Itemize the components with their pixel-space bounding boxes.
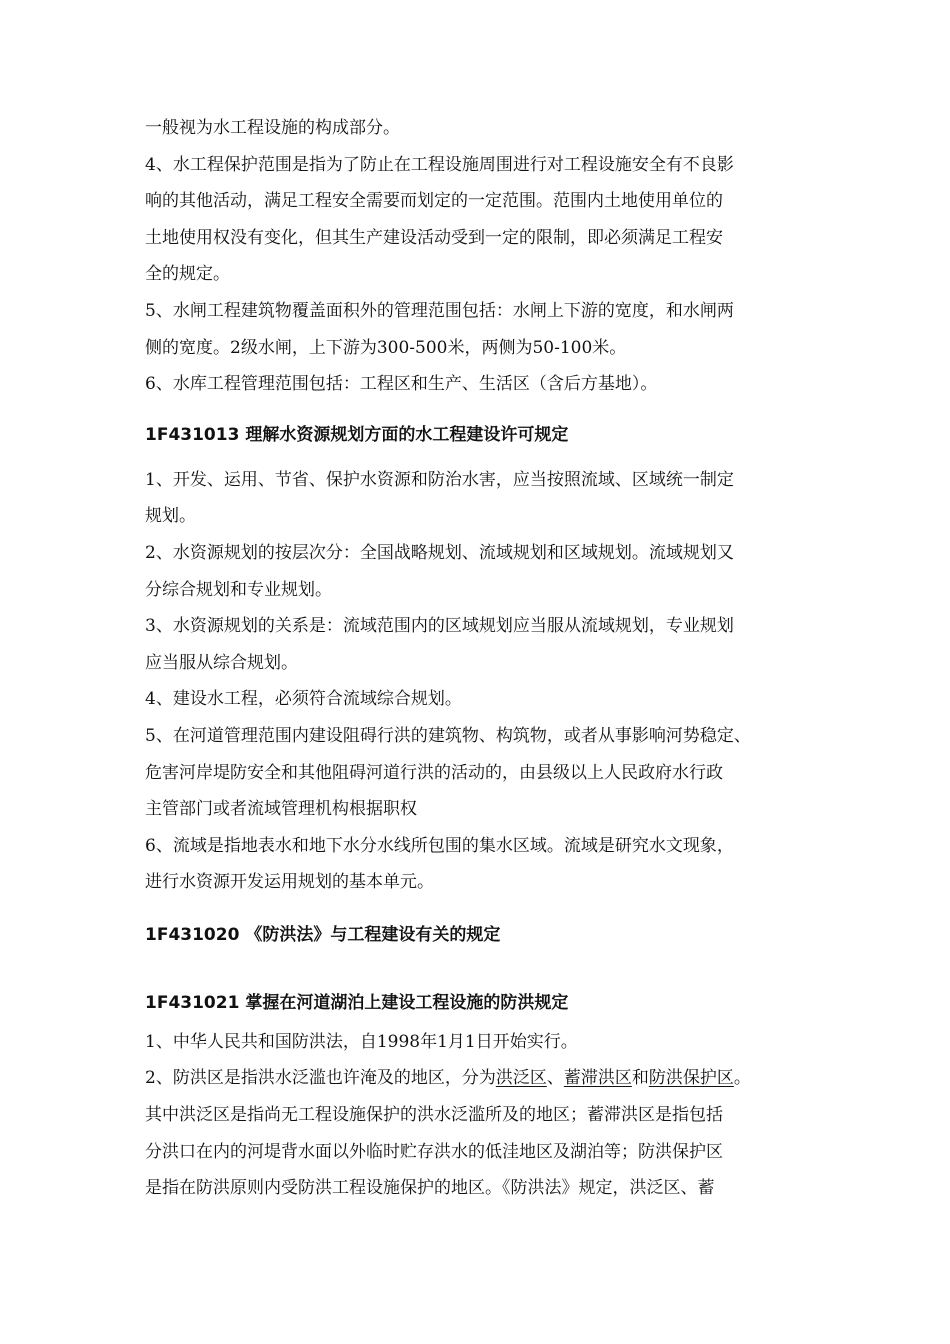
paragraph-line: 分综合规划和专业规划。 [145,579,332,600]
paragraph-line: 土地使用权没有变化，但其生产建设活动受到一定的限制，即必须满足工程安 [145,227,723,248]
paragraph-line: 全的规定。 [145,264,230,285]
term-flood-plain: 洪泛区 [495,1068,547,1089]
term-flood-storage-area: 蓄滞洪区 [563,1068,632,1089]
paragraph-line: 6、流域是指地表水和地下水分水线所包围的集水区域。流域是研究水文现象， [145,835,734,856]
paragraph-line: 6、水库工程管理范围包括：工程区和生产、生活区（含后方基地）。 [145,374,658,395]
paragraph-line: 其中洪泛区是指尚无工程设施保护的洪水泛滥所及的地区；蓄滞洪区是指包括 [145,1105,723,1126]
section-2 [145,462,815,901]
paragraph-line: 5、水闸工程建筑物覆盖面积外的管理范围包括：水闸上下游的宽度，和水闸两 [145,300,734,321]
paragraph-line: 响的其他活动，满足工程安全需要而划定的一定范围。范围内土地使用单位的 [145,191,723,212]
section-1 [145,110,815,403]
text-run: 、 [546,1068,564,1089]
paragraph-line: 规划。 [145,506,196,527]
section-heading: 1F431013 理解水资源规划方面的水工程建设许可规定 [145,424,569,445]
paragraph-line: 侧的宽度。2级水闸，上下游为300-500米，两侧为50-100米。 [145,337,627,358]
chapter-heading: 1F431020 《防洪法》与工程建设有关的规定 [145,924,501,945]
paragraph-line: 主管部门或者流域管理机构根据职权 [145,799,417,820]
paragraph-line-with-terms [145,1060,815,1097]
document-page [145,110,815,1207]
paragraph-line: 1、中华人民共和国防洪法，自1998年1月1日开始实行。 [145,1031,578,1052]
paragraph-line: 2、水资源规划的按层次分：全国战略规划、流域规划和区域规划。流域规划又 [145,542,734,563]
paragraph-line: 4、水工程保护范围是指为了防止在工程设施周围进行对工程设施安全有不良影 [145,154,734,175]
term-flood-protected-area: 防洪保护区 [648,1068,734,1089]
paragraph-line: 危害河岸堤防安全和其他阻碍河道行洪的活动的，由县级以上人民政府水行政 [145,762,723,783]
paragraph-line: 3、水资源规划的关系是：流域范围内的区域规划应当服从流域规划，专业规划 [145,616,734,637]
paragraph-line: 一般视为水工程设施的构成部分。 [145,118,400,138]
section-heading: 1F431021 掌握在河道湖泊上建设工程设施的防洪规定 [145,992,569,1013]
paragraph-line: 进行水资源开发运用规划的基本单元。 [145,872,434,893]
text-run: 。 [733,1068,751,1089]
text-run: 2、防洪区是指洪水泛滥也许淹及的地区，分为 [145,1068,496,1089]
paragraph-line: 分洪口在内的河堤背水面以外临时贮存洪水的低洼地区及湖泊等；防洪保护区 [145,1141,723,1162]
paragraph-line: 4、建设水工程，必须符合流域综合规划。 [145,689,462,710]
paragraph-line: 1、开发、运用、节省、保护水资源和防治水害，应当按照流域、区域统一制定 [145,469,734,490]
paragraph-line: 5、在河道管理范围内建设阻碍行洪的建筑物、构筑物，或者从事影响河势稳定、 [145,725,751,746]
text-run: 和 [631,1068,649,1089]
paragraph-line: 是指在防洪原则内受防洪工程设施保护的地区。《防洪法》规定，洪泛区、蓄 [145,1178,715,1199]
paragraph-line: 应当服从综合规划。 [145,652,298,673]
section-3 [145,1024,815,1207]
